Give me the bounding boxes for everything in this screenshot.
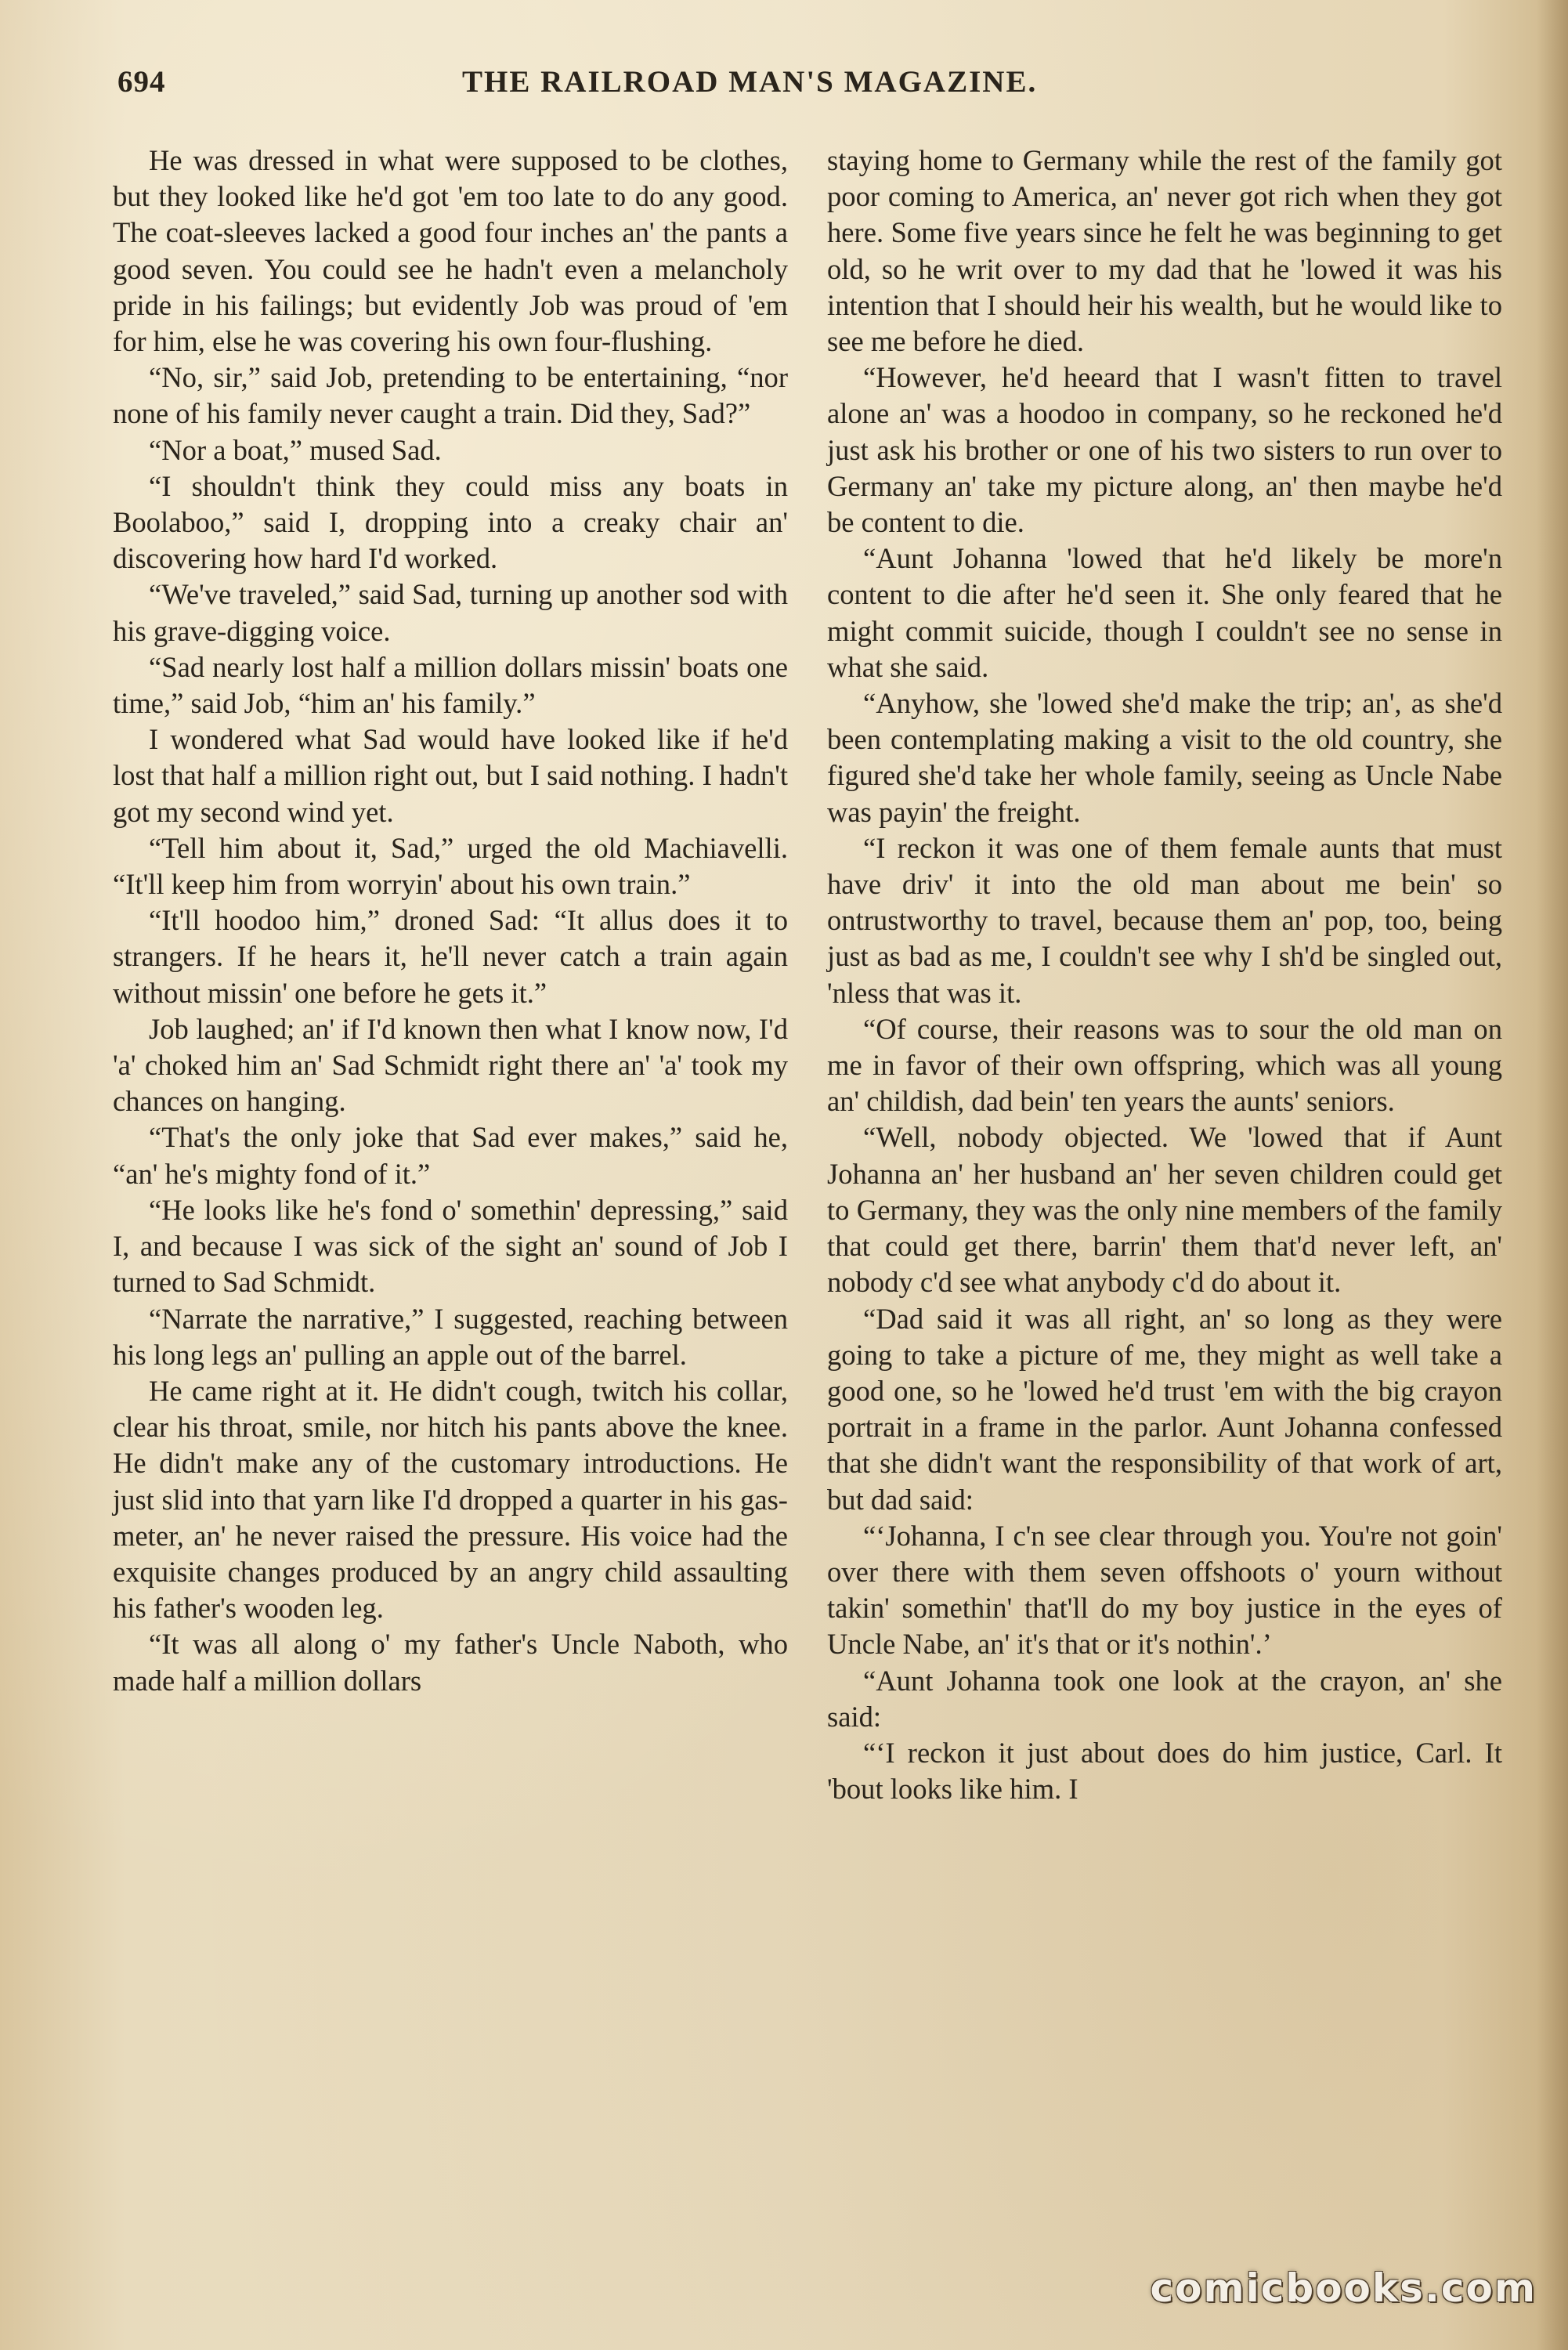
paragraph: “Aunt Johanna 'lowed that he'd likely be more'n content to die after he'd seen it. She only feared that he might commit suicide, though I couldn't see no sense in what she said. xyxy=(827,542,1502,683)
paragraph: “Sad nearly lost half a million dollars missin' boats one time,” said Job, “him an' his family.” xyxy=(113,650,788,720)
paragraph: “It was all along o' my father's Uncle Naboth, who made half a million dollars xyxy=(113,1628,788,1697)
paragraph: “No, sir,” said Job, pretending to be entertaining, “nor none of his family never caught a train. Did they, Sad?” xyxy=(113,361,788,430)
paragraph: “Nor a boat,” mused Sad. xyxy=(149,433,442,466)
paragraph: “‘I reckon it just about does do him justice, Carl. It 'bout looks like him. I xyxy=(827,1736,1502,1806)
paragraph: He came right at it. He didn't cough, twitch his collar, clear his throat, smile, nor hitch his pants above the knee. He didn't make any of the customary introductions. He just slid into that yarn like I'd dropped a quarter in his gas-meter, an' he never raised the pressure. His voice had the exquisite changes produced by an angry child assaulting his father's wooden leg. xyxy=(113,1374,788,1625)
paragraph: “We've traveled,” said Sad, turning up another sod with his grave-digging voice. xyxy=(113,578,788,647)
paragraph: “Dad said it was all right, an' so long as they were going to take a picture of me, they might as well take a good one, so he 'lowed he'd trust 'em with the big crayon portrait in a frame in the parlor. Aunt Johanna confessed that she didn't want the responsibility of that work of art, but dad said: xyxy=(827,1302,1502,1516)
paragraph: He was dressed in what were supposed to be clothes, but they looked like he'd got 'em too late to do any good. The coat-sleeves lacked a good four inches an' the pants a good seven. You could see he hadn't even a melancholy pride in his failings; but evidently Job was proud of 'em for him, else he was covering his own four-flushing. xyxy=(113,144,788,358)
left-column xyxy=(113,143,788,1699)
paragraph: “He looks like he's fond o' somethin' depressing,” said I, and because I was sick of the sight an' sound of Job I turned to Sad Schmidt. xyxy=(113,1193,788,1299)
page-edge-shadow xyxy=(1537,0,1568,2350)
paragraph: “Tell him about it, Sad,” urged the old Machiavelli. “It'll keep him from worryin' about his own train.” xyxy=(113,831,788,901)
paragraph: “Narrate the narrative,” I suggested, reaching between his long legs an' pulling an apple out of the barrel. xyxy=(113,1302,788,1371)
paragraph: “I reckon it was one of them female aunts that must have driv' it into the old man about me bein' so ontrustworthy to travel, because them an' pop, too, being just as bad as me, I couldn't see why I sh'd be singled out, 'nless that was it. xyxy=(827,831,1502,1009)
paragraph: Job laughed; an' if I'd known then what I know now, I'd 'a' choked him an' Sad Schmidt right there an' 'a' took my chances on hanging. xyxy=(113,1012,788,1118)
paragraph: “That's the only joke that Sad ever makes,” said he, “an' he's mighty fond of it.” xyxy=(113,1121,788,1190)
paragraph: “‘Johanna, I c'n see clear through you. You're not goin' over there with them seven offshoots o' yourn without takin' somethin' that'll do my boy justice in the eyes of Uncle Nabe, an' it's that or it's nothin'.’ xyxy=(827,1519,1502,1661)
paragraph: I wondered what Sad would have looked like if he'd lost that half a million right out, but I said nothing. I hadn't got my second wind yet. xyxy=(113,723,788,828)
paragraph: “However, he'd heeard that I wasn't fitten to travel alone an' was a hoodoo in company, so he reckoned he'd just ask his brother or one of his two sisters to run over to Germany an' take my picture along, an' then maybe he'd be content to die. xyxy=(827,361,1502,539)
paragraph: “Well, nobody objected. We 'lowed that if Aunt Johanna an' her husband an' her seven children could get to Germany, they was the only nine members of the family that could get there, barrin' them that'd never left, an' nobody c'd see what anybody c'd do about it. xyxy=(827,1121,1502,1299)
paragraph: staying home to Germany while the rest of the family got poor coming to America, an' never got rich when they got here. Some five years since he felt he was beginning to get old, so he writ over to my dad that he 'lowed it was his intention that I should heir his wealth, but he would like to see me before he died. xyxy=(827,144,1502,358)
right-column xyxy=(827,143,1502,1807)
paragraph: “Aunt Johanna took one look at the crayon, an' she said: xyxy=(827,1664,1502,1733)
page-header xyxy=(117,64,1527,111)
paragraph: “It'll hoodoo him,” droned Sad: “It allus does it to strangers. If he hears it, he'll never catch a train again without missin' one before he gets it.” xyxy=(113,904,788,1009)
paragraph: “I shouldn't think they could miss any boats in Boolaboo,” said I, dropping into a creaky chair an' discovering how hard I'd worked. xyxy=(113,469,788,575)
page-number: 694 xyxy=(117,65,166,99)
running-title: THE RAILROAD MAN'S MAGAZINE. xyxy=(462,65,1038,99)
paragraph: “Anyhow, she 'lowed she'd make the trip; an', as she'd been contemplating making a visit to the old country, she figured she'd take her whole family, seeing as Uncle Nabe was payin' the freight. xyxy=(827,687,1502,828)
paragraph: “Of course, their reasons was to sour the old man on me in favor of their own offspring, which was all young an' childish, dad bein' ten years the aunts' seniors. xyxy=(827,1012,1502,1118)
watermark-logo: comicbooks.com xyxy=(1150,2265,1537,2311)
